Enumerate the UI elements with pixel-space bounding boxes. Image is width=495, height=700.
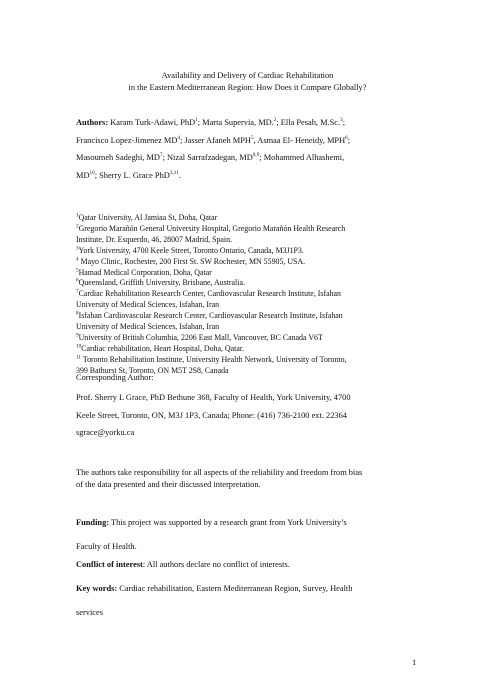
- affiliation-text: Queensland, Griffith University, Brisbane, Australia.: [78, 278, 245, 288]
- affiliation-text: Institute, Dr. Esquerdo, 46, 28007 Madrid, Spain.: [76, 234, 233, 244]
- author-line: [76, 149, 426, 167]
- affiliation-line: [76, 311, 436, 322]
- affiliation-number: 3: [76, 245, 79, 252]
- authors-block: [76, 114, 426, 184]
- responsibility-line-2: of the data presented and their discussed interpretation.: [76, 480, 261, 489]
- authors-label: Authors:: [76, 118, 109, 127]
- affiliation-marker: 5: [250, 134, 254, 141]
- affiliations-list: [76, 213, 436, 377]
- author-text: ; Mohammed Alhashemi,: [259, 153, 345, 162]
- affiliation-number: 2: [76, 223, 79, 230]
- affiliation-text: Hamad Medical Corporation, Doha, Qatar: [78, 267, 212, 277]
- affiliation-number: 6: [76, 277, 79, 284]
- affiliation-marker: 6: [345, 134, 348, 141]
- affiliation-number: 5: [76, 266, 79, 273]
- funding-text-2: Faculty of Health.: [76, 541, 137, 551]
- conflict-text: : All authors declare no conflict of interests.: [142, 560, 290, 569]
- affiliation-line: [76, 278, 436, 289]
- conflict-label: Conflict of interest: [76, 560, 143, 569]
- affiliation-text: Qatar University, Al Jamiaa St, Doha, Qatar: [78, 213, 218, 222]
- keywords-text-2: services: [76, 608, 103, 617]
- affiliation-marker: 2: [273, 117, 277, 124]
- responsibility-statement: [76, 467, 436, 491]
- affiliation-marker: 3: [340, 117, 343, 124]
- affiliation-line: [76, 300, 436, 311]
- affiliation-line: [76, 268, 436, 279]
- correspondence-heading: Corresponding Author:: [76, 373, 154, 382]
- affiliation-marker: 10: [89, 169, 95, 176]
- affiliation-text: University of Medical Sciences, Isfahan, Iran: [76, 300, 220, 310]
- affiliation-marker: 3,11: [169, 169, 179, 176]
- title-line-1: Availability and Delivery of Cardiac Rehabilitation: [161, 71, 334, 80]
- correspondence-email: sgrace@yorku.ca: [76, 428, 135, 437]
- affiliation-number: 9: [76, 332, 79, 339]
- affiliation-line: [76, 333, 436, 344]
- affiliation-text: Cardiac rehabilitation, Heart Hospital, Doha, Qatar.: [81, 343, 244, 353]
- author-text: ; Ella Pesah, M.Sc.: [276, 118, 341, 127]
- affiliation-number: 10: [76, 343, 82, 350]
- affiliation-number: 8: [76, 310, 79, 317]
- responsibility-line-1: The authors take responsibility for all aspects of the reliability and freedom from bias: [76, 468, 363, 477]
- affiliation-line: [76, 289, 436, 300]
- author-text: MD: [76, 170, 90, 180]
- author-text: ; Nizal Sarrafzadegan, MD: [162, 153, 253, 162]
- affiliation-marker: 1: [195, 117, 198, 124]
- author-text: ; Marta Supervia, MD.: [197, 118, 274, 127]
- affiliation-marker: 7: [159, 152, 163, 159]
- affiliation-text: Isfahan Cardiovascular Research Center, Cardiovascular Research Institute, Isfahan: [78, 311, 343, 321]
- author-text: Karam Turk-Adawi, PhD: [108, 118, 196, 127]
- keywords-label: Key words:: [76, 584, 118, 593]
- affiliation-line: [76, 224, 436, 235]
- title-line-2: in the Eastern Mediterranean Region: How Does it Compare Globally?: [128, 83, 367, 92]
- affiliation-line: [76, 213, 436, 224]
- affiliation-text: 399 Bathurst St, Toronto, ON M5T 2S8, Canada: [76, 365, 229, 375]
- affiliation-number: 4: [76, 256, 79, 262]
- author-text: Masoumeh Sadeghi, MD: [76, 153, 160, 162]
- author-line: [76, 114, 426, 132]
- author-line: [76, 132, 426, 150]
- affiliation-line: [76, 322, 436, 333]
- keywords-text: Cardiac rehabilitation, Eastern Mediterranean Region, Survey, Health: [117, 584, 353, 593]
- keywords-block: [76, 583, 436, 619]
- affiliation-marker: 4: [177, 134, 180, 141]
- affiliation-text: Cardiac Rehabilitation Research Center, Cardiovascular Research Institute, Isfahan: [78, 289, 341, 299]
- affiliation-line: [76, 355, 436, 366]
- page-number: 1: [412, 658, 417, 667]
- affiliation-marker: 8,9: [252, 152, 260, 159]
- affiliation-text: Mayo Clinic, Rochester, 200 First St. SW Rochester, MN 55905, USA.: [78, 256, 306, 266]
- affiliation-line: [76, 235, 436, 246]
- affiliation-text: York University, 4700 Keele Street, Toronto Ontario, Canada, M3J1P3.: [78, 245, 304, 255]
- affiliation-text: University of British Columbia, 2206 East Mall, Vancouver, BC Canada V6T: [78, 332, 323, 342]
- affiliation-text: Toronto Rehabilitation Institute, University Health Network, University of Toronto,: [81, 354, 347, 364]
- correspondence-address-1: Prof. Sherry L Grace, PhD Bethune 368, Faculty of Health, York University, 4700: [76, 393, 351, 402]
- conflict-statement: [76, 559, 436, 571]
- affiliation-text: Gregorio Marañón General University Hospital, Gregorio Marañón Health Research: [78, 223, 346, 233]
- affiliation-number: 7: [76, 288, 79, 295]
- author-text: ;: [342, 118, 346, 127]
- affiliation-number: 11: [76, 354, 81, 361]
- funding-statement: [76, 514, 436, 553]
- author-text: ; Sherry L. Grace PhD: [94, 170, 170, 180]
- correspondence-block: [76, 372, 436, 442]
- author-text: ; Jasser Afaneh MPH: [180, 135, 251, 145]
- funding-text: This project was supported by a research grant from York University’s: [109, 518, 347, 527]
- author-line: [76, 167, 426, 185]
- affiliation-text: University of Medical Sciences, Isfahan, Iran: [76, 322, 220, 332]
- correspondence-address-2: Keele Street, Toronto, ON, M3J 1P3, Canada; Phone: (416) 736-2100 ext. 22364: [76, 410, 347, 420]
- authors-list: [76, 114, 426, 184]
- paper-title: [40, 70, 455, 94]
- author-text: .: [178, 170, 181, 180]
- affiliation-line: [76, 246, 436, 257]
- author-text: ;: [347, 135, 351, 145]
- author-text: , Asmaa El- Heneidy, MPH: [253, 135, 346, 145]
- affiliation-line: [76, 257, 436, 268]
- affiliation-number: 1: [76, 212, 79, 219]
- affiliation-line: [76, 344, 436, 355]
- author-text: Francisco Lopez-Jimenez MD: [76, 135, 178, 145]
- funding-label: Funding:: [76, 518, 110, 527]
